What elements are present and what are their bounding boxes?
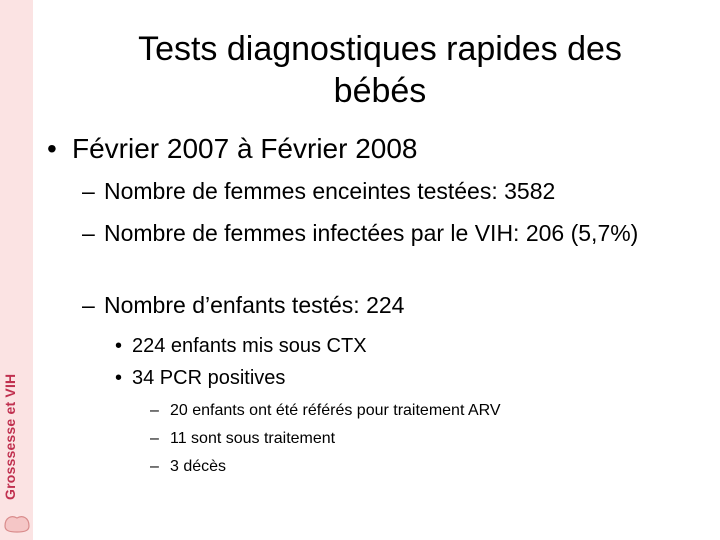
subitem-text: Nombre d’enfants testés: 224 xyxy=(104,292,405,318)
sidebar-label: Grosssesse et VIH xyxy=(2,373,18,500)
subitem-3 xyxy=(82,290,682,320)
level4-item-2 xyxy=(150,429,335,449)
dash-marker: – xyxy=(150,458,159,475)
subitem-1 xyxy=(82,176,682,206)
level4-text: 20 enfants ont été référés pour traitement ARV xyxy=(170,402,501,419)
title-line-2: bébés xyxy=(333,72,427,110)
bullet-dot: • xyxy=(115,335,123,357)
level3-item-1 xyxy=(115,334,367,358)
level4-text: 3 décès xyxy=(170,458,227,475)
level3-item-2 xyxy=(115,366,285,390)
bullet-dot: • xyxy=(47,133,57,164)
bullet-dot: • xyxy=(115,367,123,389)
main-bullet-text: Février 2007 à Février 2008 xyxy=(72,133,418,164)
logo-icon xyxy=(2,512,32,534)
slide-title xyxy=(60,28,700,112)
subitem-text: Nombre de femmes enceintes testées: 3582 xyxy=(104,178,556,204)
dash-marker: – xyxy=(150,430,159,447)
title-line-1: Tests diagnostiques rapides des xyxy=(138,30,622,68)
main-bullet xyxy=(47,132,418,166)
sidebar-band xyxy=(0,0,33,540)
dash-marker: – xyxy=(150,402,159,419)
subitem-2 xyxy=(82,218,667,248)
level4-text: 11 sont sous traitement xyxy=(170,430,336,447)
level3-text: 224 enfants mis sous CTX xyxy=(132,335,367,357)
dash-marker: – xyxy=(82,178,95,204)
dash-marker: – xyxy=(82,220,95,246)
level3-text: 34 PCR positives xyxy=(132,367,286,389)
level4-item-3 xyxy=(150,457,226,477)
level4-item-1 xyxy=(150,401,501,421)
subitem-text: Nombre de femmes infectées par le VIH: 206 (5,7%) xyxy=(104,220,639,246)
dash-marker: – xyxy=(82,292,95,318)
